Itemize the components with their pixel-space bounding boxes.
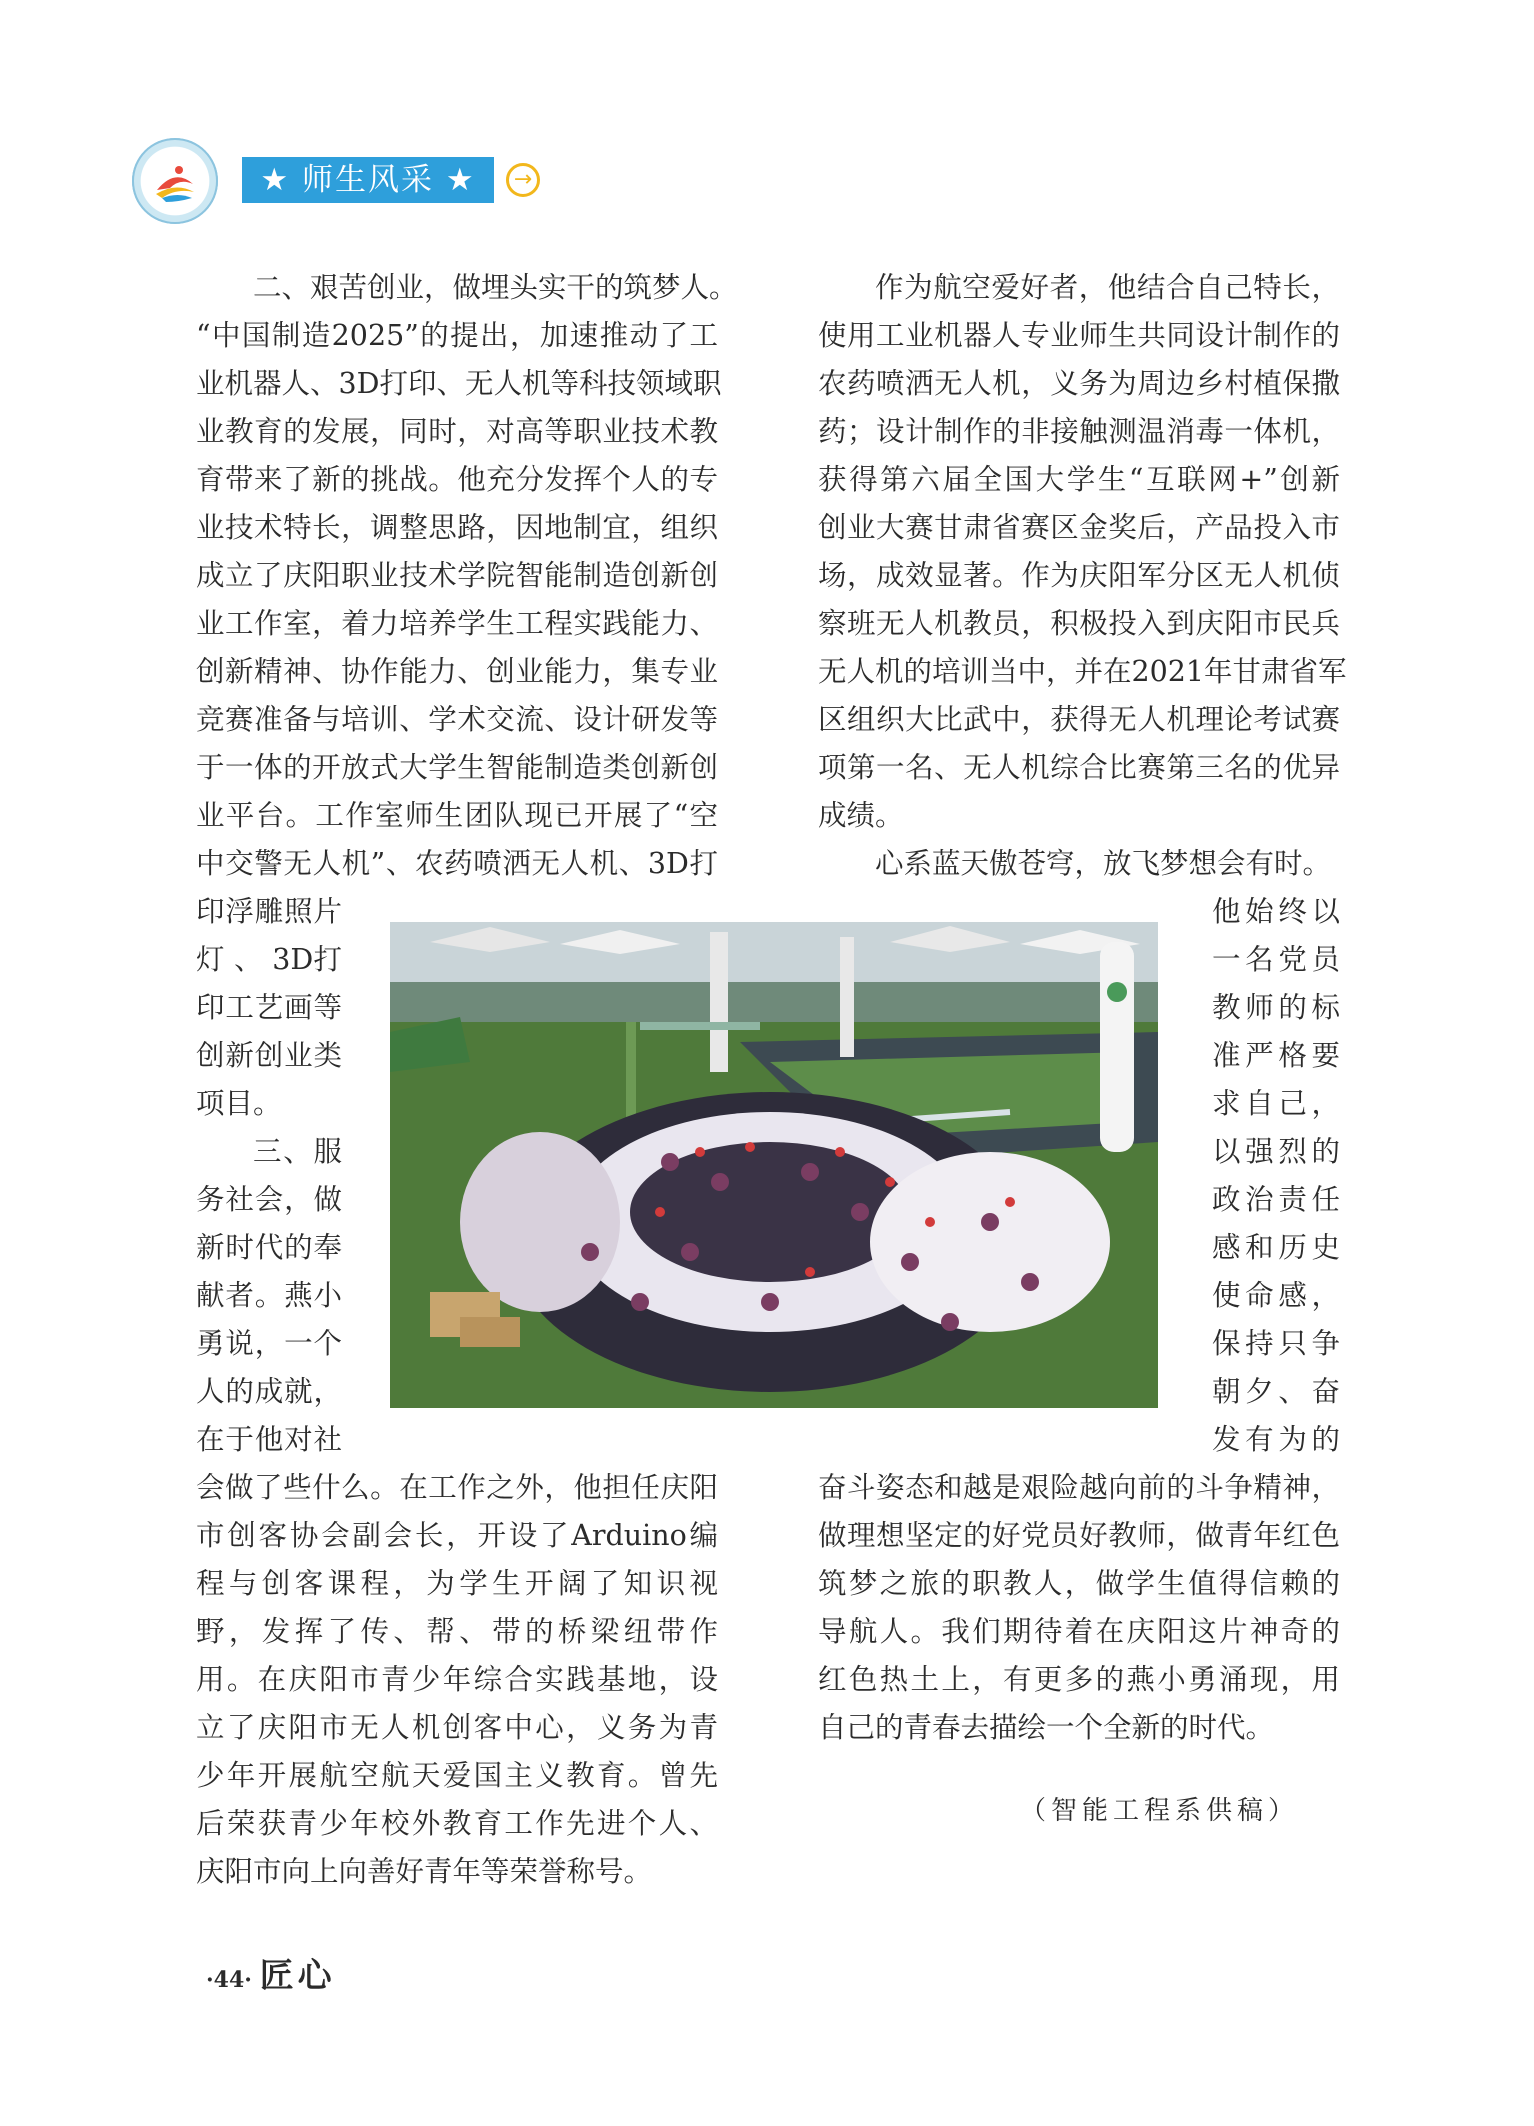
text-line: 业工作室，着力培养学生工程实践能力、 — [196, 607, 718, 640]
text-line: 业教育的发展，同时，对高等职业技术教 — [196, 415, 718, 448]
text-line: 用。在庆阳市青少年综合实践基地，设 — [196, 1663, 718, 1696]
text-line: 业技术特长，调整思路，因地制宜，组织 — [196, 511, 718, 544]
text-line: 新时代的奉 — [196, 1231, 342, 1264]
text-line: 朝夕、奋 — [1212, 1375, 1340, 1408]
text-line: 灯 、 3D打 — [196, 943, 342, 976]
text-line: 中交警无人机”、农药喷洒无人机、3D打 — [196, 847, 718, 880]
text-line: 政治责任 — [1212, 1183, 1340, 1216]
text-line: 以强烈的 — [1212, 1135, 1340, 1168]
text-line: 野，发挥了传、帮、带的桥梁纽带作 — [196, 1615, 718, 1648]
text-line: 准严格要 — [1212, 1039, 1340, 1072]
text-line: 作为航空爱好者，他结合自己特长， — [875, 271, 1340, 304]
text-line: 保持只争 — [1212, 1327, 1340, 1360]
text-line: 业机器人、3D打印、无人机等科技领域职 — [196, 367, 722, 400]
text-line: 场，成效显著。作为庆阳军分区无人机侦 — [818, 559, 1340, 592]
logo-emblem-icon — [132, 138, 218, 224]
text-line: 发有为的 — [1212, 1423, 1340, 1456]
text-line: 献者。燕小 — [196, 1279, 342, 1312]
text-line: 察班无人机教员，积极投入到庆阳市民兵 — [818, 607, 1340, 640]
text-line: 三、服 — [253, 1135, 342, 1168]
text-line: 项第一名、无人机综合比赛第三名的优异 — [818, 751, 1340, 784]
text-line: 使用工业机器人专业师生共同设计制作的 — [818, 319, 1340, 352]
text-line: 勇说，一个 — [196, 1327, 342, 1360]
text-line: 奋斗姿态和越是艰险越向前的斗争精神， — [818, 1471, 1340, 1504]
section-tag: ★ 师生风采 ★ — [242, 157, 494, 203]
text-line: 无人机的培训当中，并在2021年甘肃省军 — [818, 655, 1347, 688]
text-line: 求自己， — [1212, 1087, 1340, 1120]
text-line: 红色热土上，有更多的燕小勇涌现，用 — [818, 1663, 1340, 1696]
crowd-photo-illustration — [390, 922, 1158, 1408]
text-line: 庆阳市向上向善好青年等荣誉称号。 — [196, 1855, 653, 1888]
text-line: 在于他对社 — [196, 1423, 342, 1456]
text-line: 竞赛准备与培训、学术交流、设计研发等 — [196, 703, 718, 736]
text-line: 立了庆阳市无人机创客中心，义务为青 — [196, 1711, 718, 1744]
text-line: 业平台。工作室师生团队现已开展了“空 — [196, 799, 718, 832]
text-line: 药；设计制作的非接触测温消毒一体机， — [818, 415, 1340, 448]
page-number: ·44· — [206, 1967, 252, 1993]
text-line: 获得第六届全国大学生“互联网+”创新 — [818, 463, 1340, 496]
page-footer — [206, 1948, 336, 1997]
text-line: 使命感， — [1212, 1279, 1340, 1312]
text-line: 市创客协会副会长，开设了Arduino编 — [196, 1519, 718, 1552]
event-photo — [390, 922, 1158, 1408]
magazine-name: 匠心 — [259, 1956, 336, 1996]
text-line: 心系蓝天傲苍穹，放飞梦想会有时。 — [875, 847, 1332, 880]
text-line: 会做了些什么。在工作之外，他担任庆阳 — [196, 1471, 718, 1504]
text-line: 项目。 — [196, 1087, 282, 1120]
text-line: 做理想坚定的好党员好教师，做青年红色 — [818, 1519, 1340, 1552]
text-line: “中国制造2025”的提出，加速推动了工 — [196, 319, 718, 352]
text-line: 程与创客课程，为学生开阔了知识视 — [196, 1567, 718, 1600]
text-line: 创新创业类 — [196, 1039, 342, 1072]
text-line: 一名党员 — [1212, 943, 1340, 976]
text-line: 创新精神、协作能力、创业能力，集专业 — [196, 655, 718, 688]
school-logo — [132, 138, 218, 224]
text-line: 务社会，做 — [196, 1183, 342, 1216]
text-line: 二、艰苦创业，做埋头实干的筑梦人。 — [253, 271, 738, 304]
text-line: 人的成就， — [196, 1375, 342, 1408]
text-line: 导航人。我们期待着在庆阳这片神奇的 — [818, 1615, 1340, 1648]
text-line: 教师的标 — [1212, 991, 1340, 1024]
text-line: 创业大赛甘肃省赛区金奖后，产品投入市 — [818, 511, 1340, 544]
text-line: 成立了庆阳职业技术学院智能制造创新创 — [196, 559, 718, 592]
text-line: 区组织大比武中，获得无人机理论考试赛 — [818, 703, 1340, 736]
text-line: 少年开展航空航天爱国主义教育。曾先 — [196, 1759, 718, 1792]
text-line: 印工艺画等 — [196, 991, 342, 1024]
text-line: 农药喷洒无人机，义务为周边乡村植保撒 — [818, 367, 1340, 400]
text-line: 他始终以 — [1212, 895, 1340, 928]
text-line: 育带来了新的挑战。他充分发挥个人的专 — [196, 463, 718, 496]
text-line: 于一体的开放式大学生智能制造类创新创 — [196, 751, 718, 784]
text-line: 感和历史 — [1212, 1231, 1340, 1264]
text-line: 后荣获青少年校外教育工作先进个人、 — [196, 1807, 718, 1840]
text-line: 成绩。 — [818, 799, 904, 832]
text-line: 自己的青春去描绘一个全新的时代。 — [818, 1711, 1275, 1744]
arrow-right-icon[interactable]: → — [506, 163, 540, 197]
article-credit: （智能工程系供稿） — [1020, 1796, 1300, 1826]
text-line: 印浮雕照片 — [196, 895, 342, 928]
text-line: 筑梦之旅的职教人，做学生值得信赖的 — [818, 1567, 1340, 1600]
